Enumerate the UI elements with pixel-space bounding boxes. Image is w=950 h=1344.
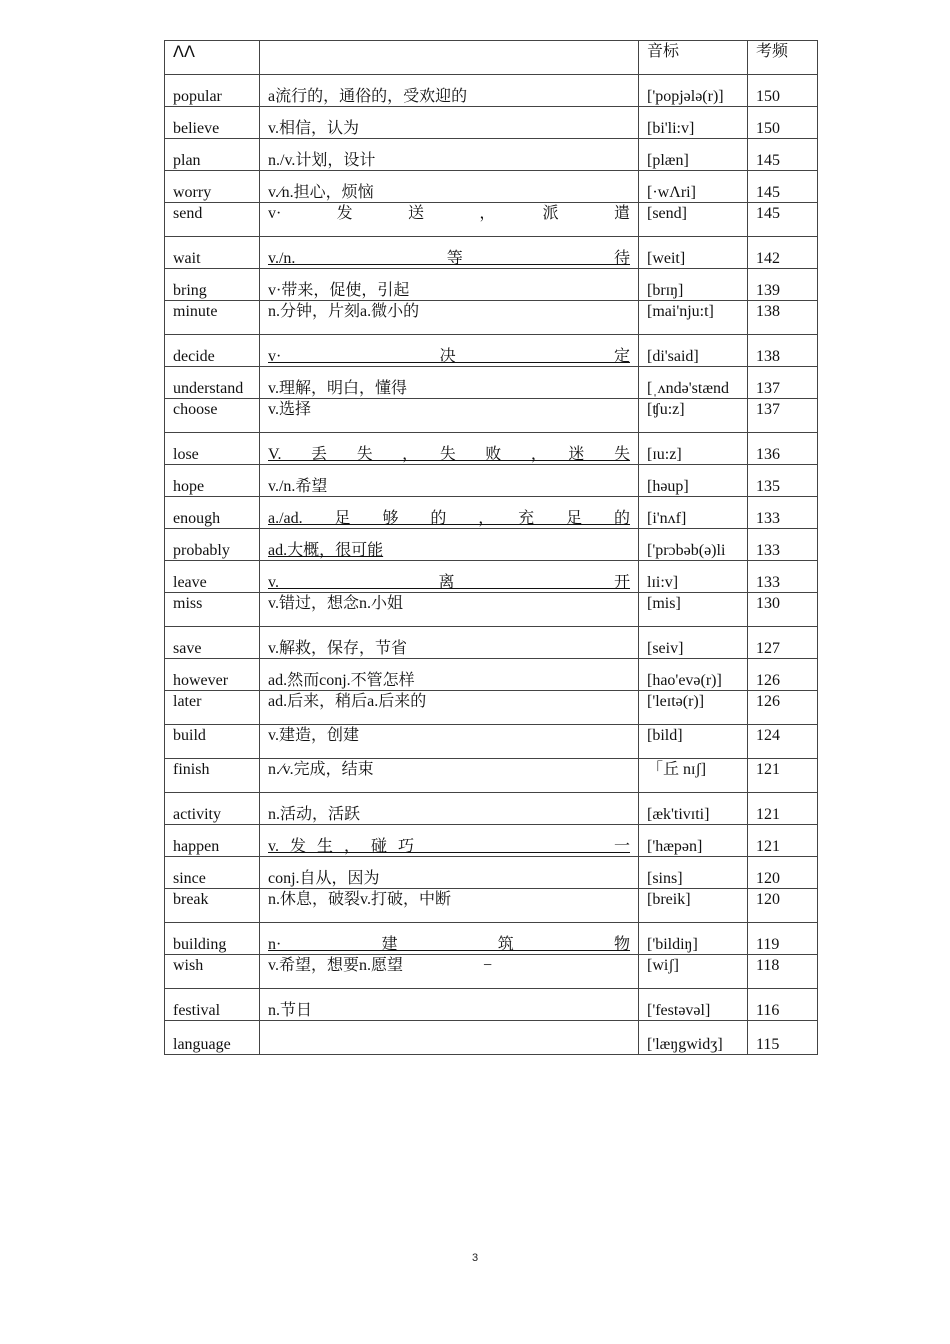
word-text: festival: [173, 1002, 221, 1019]
cell-phonetic: [639, 497, 748, 529]
meaning-text: v.∕n.担心，烦恼: [268, 184, 374, 201]
table-row: [165, 237, 818, 269]
frequency-text: 142: [756, 250, 780, 267]
cell-meaning: [260, 759, 639, 793]
cell-meaning: [260, 627, 639, 659]
phonetic-text: [plæn]: [647, 152, 689, 169]
cell-phonetic: [639, 955, 748, 989]
cell-meaning: [260, 497, 639, 529]
table-row: [165, 301, 818, 335]
frequency-text: 150: [756, 120, 780, 137]
cell-meaning: [260, 691, 639, 725]
cell-phonetic: [639, 465, 748, 497]
frequency-text: 133: [756, 574, 780, 591]
meaning-text: a./ad. 足 够 的 ， 充 足 的: [268, 510, 630, 527]
cell-meaning: [260, 857, 639, 889]
phonetic-text: [mis]: [647, 595, 681, 612]
frequency-text: 120: [756, 891, 780, 908]
phonetic-text: [həup]: [647, 478, 689, 495]
meaning-text: conj.自从，因为: [268, 870, 380, 887]
table-row: [165, 561, 818, 593]
cell-word: [165, 433, 260, 465]
cell-meaning: [260, 269, 639, 301]
frequency-text: 150: [756, 88, 780, 105]
meaning-text: n.活动，活跃: [268, 806, 361, 823]
header-row: [165, 41, 818, 75]
phonetic-text: [send]: [647, 205, 687, 222]
meaning-text: v./n.希望: [268, 478, 328, 495]
phonetic-text: [ʧu:z]: [647, 401, 685, 418]
phonetic-text: [wiʃ]: [647, 957, 679, 974]
frequency-text: 138: [756, 348, 780, 365]
word-text: bring: [173, 282, 207, 299]
word-text: later: [173, 693, 202, 710]
phonetic-text: [seiv]: [647, 640, 684, 657]
meaning-text: v.建造，创建: [268, 727, 359, 744]
frequency-text: 127: [756, 640, 780, 657]
frequency-text: 119: [756, 936, 780, 953]
phonetic-text: ['popjələ(r)]: [647, 88, 724, 105]
cell-word: [165, 889, 260, 923]
meaning-text: v.相信，认为: [268, 120, 359, 137]
cell-meaning: [260, 107, 639, 139]
cell-word: [165, 335, 260, 367]
cell-word: [165, 399, 260, 433]
table-row: [165, 955, 818, 989]
word-text: since: [173, 870, 206, 887]
table-row: [165, 857, 818, 889]
cell-frequency: [748, 759, 818, 793]
phonetic-text: ['leɪtə(r)]: [647, 693, 705, 710]
frequency-text: 115: [756, 1036, 780, 1053]
table-row: [165, 529, 818, 561]
word-text: believe: [173, 120, 220, 137]
cell-word: [165, 497, 260, 529]
cell-word: [165, 691, 260, 725]
cell-meaning: [260, 399, 639, 433]
word-text: plan: [173, 152, 201, 169]
cell-meaning: [260, 1021, 639, 1055]
cell-word: [165, 759, 260, 793]
page-number: 3: [471, 1252, 479, 1264]
cell-meaning: [260, 955, 639, 989]
phonetic-text: [i'nʌf]: [647, 510, 687, 527]
cell-frequency: [748, 857, 818, 889]
meaning-text: n.节日: [268, 1002, 313, 1019]
vocabulary-table: [164, 40, 818, 1055]
frequency-text: 121: [756, 838, 780, 855]
cell-word: [165, 989, 260, 1021]
cell-phonetic: [639, 759, 748, 793]
phonetic-text: [ɪu:z]: [647, 446, 682, 463]
phonetic-text: [bi'li:v]: [647, 120, 695, 137]
cell-word: [165, 75, 260, 107]
cell-phonetic: [639, 75, 748, 107]
cell-meaning: [260, 335, 639, 367]
frequency-text: 120: [756, 870, 780, 887]
cell-meaning: [260, 825, 639, 857]
phonetic-text: [bild]: [647, 727, 683, 744]
frequency-text: 135: [756, 478, 780, 495]
cell-frequency: [748, 561, 818, 593]
cell-meaning: [260, 465, 639, 497]
cell-phonetic: [639, 107, 748, 139]
phonetic-text: ['læŋgwidʒ]: [647, 1036, 723, 1053]
meaning-text: ad.大概，很可能: [268, 542, 384, 559]
frequency-text: 133: [756, 510, 780, 527]
word-text: worry: [173, 184, 212, 201]
cell-frequency: [748, 367, 818, 399]
word-text: break: [173, 891, 209, 908]
cell-word: [165, 107, 260, 139]
phonetic-text: [weit]: [647, 250, 686, 267]
cell-phonetic: [639, 203, 748, 237]
cell-phonetic: [639, 237, 748, 269]
frequency-text: 133: [756, 542, 780, 559]
phonetic-text: [ˌʌndə'stænd: [647, 380, 729, 397]
cell-frequency: [748, 171, 818, 203]
word-text: decide: [173, 348, 215, 365]
table-row: [165, 465, 818, 497]
phonetic-text: [æk'tivɪti]: [647, 806, 710, 823]
cell-meaning: [260, 659, 639, 691]
phonetic-text: [hao'evə(r)]: [647, 672, 722, 689]
cell-frequency: [748, 725, 818, 759]
frequency-text: 136: [756, 446, 780, 463]
cell-phonetic: [639, 627, 748, 659]
table-row: [165, 75, 818, 107]
meaning-text: V. 丢 失 ， 失 败 ， 迷 失: [268, 446, 630, 463]
cell-frequency: [748, 1021, 818, 1055]
frequency-text: 139: [756, 282, 780, 299]
cell-phonetic: [639, 399, 748, 433]
meaning-text: ad.然而conj.不管怎样: [268, 672, 415, 689]
frequency-text: 126: [756, 672, 780, 689]
word-text: wait: [173, 250, 201, 267]
cell-phonetic: [639, 561, 748, 593]
phonetic-text: [breik]: [647, 891, 691, 908]
cell-frequency: [748, 107, 818, 139]
cell-meaning: [260, 793, 639, 825]
cell-word: [165, 725, 260, 759]
cell-phonetic: [639, 1021, 748, 1055]
cell-meaning: [260, 725, 639, 759]
frequency-text: 130: [756, 595, 780, 612]
meaning-text: v.错过，想念n.小姐: [268, 595, 403, 612]
cell-frequency: [748, 497, 818, 529]
frequency-text: 145: [756, 205, 780, 222]
cell-phonetic: [639, 923, 748, 955]
frequency-text: 138: [756, 303, 780, 320]
cell-phonetic: [639, 659, 748, 691]
word-text: understand: [173, 380, 244, 397]
word-text: lose: [173, 446, 199, 463]
phonetic-text: [·wΛri]: [647, 184, 696, 201]
table-row: [165, 269, 818, 301]
table-row: [165, 691, 818, 725]
cell-word: [165, 203, 260, 237]
cell-word: [165, 627, 260, 659]
cell-frequency: [748, 335, 818, 367]
cell-phonetic: [639, 725, 748, 759]
cell-meaning: [260, 593, 639, 627]
header-word: ɅɅ: [165, 41, 260, 75]
frequency-text: 137: [756, 380, 780, 397]
cell-meaning: [260, 923, 639, 955]
phonetic-text: [sins]: [647, 870, 683, 887]
cell-frequency: [748, 793, 818, 825]
word-text: probably: [173, 542, 230, 559]
cell-frequency: [748, 593, 818, 627]
phonetic-text: ['hæpən]: [647, 838, 703, 855]
meaning-text: n· 建 筑 物: [268, 936, 630, 953]
cell-frequency: [748, 659, 818, 691]
cell-frequency: [748, 529, 818, 561]
word-text: happen: [173, 838, 220, 855]
header-meaning: [260, 41, 639, 75]
meaning-text: v.解救，保存，节省: [268, 640, 407, 657]
cell-frequency: [748, 433, 818, 465]
word-text: save: [173, 640, 202, 657]
table-row: [165, 593, 818, 627]
cell-word: [165, 269, 260, 301]
phonetic-text: ['festəvəl]: [647, 1002, 711, 1019]
word-text: minute: [173, 303, 218, 320]
word-text: however: [173, 672, 229, 689]
meaning-text: v.希望，想要n.愿望 −: [268, 957, 492, 974]
word-text: language: [173, 1036, 231, 1053]
frequency-text: 116: [756, 1002, 780, 1019]
phonetic-text: ['prɔbəb(ə)li: [647, 542, 726, 559]
cell-word: [165, 857, 260, 889]
cell-meaning: [260, 237, 639, 269]
meaning-text: v·带来，促使，引起: [268, 282, 410, 299]
frequency-text: 118: [756, 957, 780, 974]
cell-word: [165, 465, 260, 497]
phonetic-text: ['bildiŋ]: [647, 936, 698, 953]
cell-frequency: [748, 889, 818, 923]
table-row: [165, 107, 818, 139]
cell-meaning: [260, 171, 639, 203]
cell-word: [165, 367, 260, 399]
word-text: popular: [173, 88, 222, 105]
cell-meaning: [260, 433, 639, 465]
cell-frequency: [748, 75, 818, 107]
cell-meaning: [260, 75, 639, 107]
table-row: [165, 203, 818, 237]
cell-frequency: [748, 203, 818, 237]
header-phonetic: 音标: [639, 41, 748, 75]
word-text: finish: [173, 761, 210, 778]
word-text: choose: [173, 401, 218, 418]
meaning-text: v./n. 等 待: [268, 250, 630, 267]
cell-phonetic: [639, 889, 748, 923]
meaning-text: v· 决 定: [268, 348, 630, 365]
word-text: send: [173, 205, 203, 222]
frequency-text: 145: [756, 152, 780, 169]
cell-word: [165, 237, 260, 269]
table-row: [165, 171, 818, 203]
header-frequency: 考频: [748, 41, 818, 75]
word-text: hope: [173, 478, 205, 495]
frequency-text: 124: [756, 727, 780, 744]
table-row: [165, 627, 818, 659]
cell-meaning: [260, 989, 639, 1021]
cell-frequency: [748, 691, 818, 725]
table-row: [165, 433, 818, 465]
cell-frequency: [748, 465, 818, 497]
phonetic-text: 「丘 nɪʃ]: [647, 761, 707, 778]
phonetic-text: lɪi:v]: [647, 574, 679, 591]
cell-frequency: [748, 923, 818, 955]
cell-phonetic: [639, 593, 748, 627]
cell-word: [165, 593, 260, 627]
cell-phonetic: [639, 529, 748, 561]
word-text: build: [173, 727, 206, 744]
meaning-text: n.休息，破裂v.打破，中断: [268, 891, 451, 908]
cell-phonetic: [639, 139, 748, 171]
meaning-text: v. 离 开: [268, 574, 630, 591]
table-row: [165, 725, 818, 759]
table-row: [165, 659, 818, 691]
meaning-text: v.发生，碰巧 一: [268, 838, 630, 855]
cell-meaning: [260, 139, 639, 171]
cell-phonetic: [639, 335, 748, 367]
word-text: miss: [173, 595, 203, 612]
meaning-text: n.∕v.完成，结束: [268, 761, 374, 778]
table-row: [165, 335, 818, 367]
frequency-text: 137: [756, 401, 780, 418]
frequency-text: 145: [756, 184, 780, 201]
table-row: [165, 399, 818, 433]
cell-word: [165, 139, 260, 171]
word-text: activity: [173, 806, 221, 823]
cell-frequency: [748, 139, 818, 171]
table-row: [165, 825, 818, 857]
cell-word: [165, 1021, 260, 1055]
frequency-text: 121: [756, 806, 780, 823]
meaning-text: ad.后来，稍后a.后来的: [268, 693, 427, 710]
cell-phonetic: [639, 989, 748, 1021]
phonetic-text: [di'said]: [647, 348, 699, 365]
meaning-text: v.选择: [268, 401, 311, 418]
meaning-text: v.理解，明白，懂得: [268, 380, 407, 397]
cell-phonetic: [639, 367, 748, 399]
cell-phonetic: [639, 825, 748, 857]
cell-word: [165, 955, 260, 989]
cell-phonetic: [639, 691, 748, 725]
word-text: leave: [173, 574, 207, 591]
cell-meaning: [260, 367, 639, 399]
word-text: enough: [173, 510, 221, 527]
meaning-text: a流行的，通俗的，受欢迎的: [268, 88, 468, 105]
cell-phonetic: [639, 269, 748, 301]
phonetic-text: [brɪŋ]: [647, 282, 684, 299]
phonetic-text: [mai'nju:t]: [647, 303, 714, 320]
table-row: [165, 793, 818, 825]
cell-word: [165, 561, 260, 593]
cell-frequency: [748, 399, 818, 433]
table-row: [165, 139, 818, 171]
cell-meaning: [260, 301, 639, 335]
cell-meaning: [260, 529, 639, 561]
table-row: [165, 923, 818, 955]
cell-phonetic: [639, 433, 748, 465]
meaning-text: n.分钟，片刻a.微小的: [268, 303, 420, 320]
cell-word: [165, 793, 260, 825]
cell-frequency: [748, 627, 818, 659]
frequency-text: 121: [756, 761, 780, 778]
cell-phonetic: [639, 793, 748, 825]
table-row: [165, 889, 818, 923]
table-row: [165, 1021, 818, 1055]
cell-meaning: [260, 561, 639, 593]
cell-phonetic: [639, 301, 748, 335]
table-row: [165, 759, 818, 793]
cell-frequency: [748, 955, 818, 989]
cell-word: [165, 825, 260, 857]
cell-meaning: [260, 203, 639, 237]
frequency-text: 126: [756, 693, 780, 710]
cell-word: [165, 659, 260, 691]
cell-frequency: [748, 269, 818, 301]
cell-word: [165, 171, 260, 203]
cell-word: [165, 529, 260, 561]
cell-phonetic: [639, 857, 748, 889]
table-row: [165, 989, 818, 1021]
cell-frequency: [748, 301, 818, 335]
cell-meaning: [260, 889, 639, 923]
cell-word: [165, 301, 260, 335]
table-row: [165, 497, 818, 529]
cell-word: [165, 923, 260, 955]
cell-frequency: [748, 825, 818, 857]
cell-frequency: [748, 989, 818, 1021]
word-text: building: [173, 936, 227, 953]
meaning-text: v· 发 送 ， 派 遣: [268, 205, 630, 222]
meaning-text: n./v.计划，设计: [268, 152, 376, 169]
word-text: wish: [173, 957, 204, 974]
cell-phonetic: [639, 171, 748, 203]
table-row: [165, 367, 818, 399]
cell-frequency: [748, 237, 818, 269]
